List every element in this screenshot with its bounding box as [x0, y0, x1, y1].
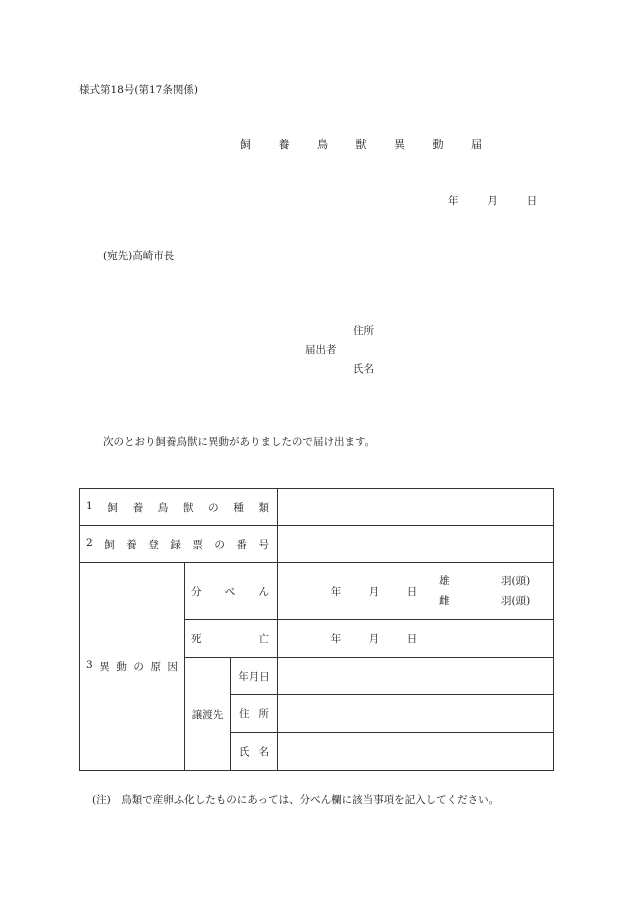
transfer-address-field[interactable] — [278, 695, 554, 733]
row-cause-label: 3 異 動 の 原 因 — [80, 563, 185, 771]
row-number: 3 — [86, 659, 93, 671]
row-number: 1 — [86, 499, 93, 512]
footnote: (注) 鳥類で産卵ふ化したものにあっては、分べん欄に該当事項を記入してください。 — [92, 794, 500, 806]
transfer-date-label: 年月日 — [231, 658, 278, 695]
death-field[interactable]: 年 月 日 — [278, 620, 554, 658]
date-day-label: 日 — [526, 195, 538, 207]
transfer-label: 譲渡先 — [185, 658, 231, 771]
addressee: (宛先)高崎市長 — [103, 250, 175, 262]
date-year-label: 年 — [448, 195, 459, 207]
registration-number-field[interactable] — [278, 526, 554, 563]
count-unit: 羽(頭) — [501, 575, 531, 587]
male-label: 雄 — [439, 575, 450, 587]
count-unit: 羽(頭) — [501, 595, 531, 607]
species-field[interactable] — [278, 489, 554, 526]
row-species-label: 1 飼 養 鳥 獣 の 種 類 — [80, 489, 278, 526]
transfer-name-label: 氏 名 — [231, 733, 278, 771]
date-month-label: 月 — [487, 195, 498, 207]
date-line — [448, 193, 537, 208]
row-registration-number-label: 2 飼 養 登 録 票 の 番 号 — [80, 526, 278, 563]
female-label: 雌 — [439, 595, 450, 607]
death-label: 死 亡 — [185, 620, 278, 658]
applicant-address-label: 住所 — [353, 325, 374, 337]
statement: 次のとおり飼養鳥獣に異動がありましたので届け出ます。 — [103, 436, 376, 448]
transfer-name-field[interactable] — [278, 733, 554, 771]
transfer-date-field[interactable] — [278, 658, 554, 695]
applicant-label: 届出者 — [305, 344, 337, 356]
birth-field[interactable]: 年 月 日 雄 羽(頭) 雌 羽(頭) — [278, 563, 554, 620]
row-number: 2 — [86, 536, 93, 549]
applicant-name-label: 氏名 — [353, 363, 374, 375]
document-title: 飼 養 鳥 獣 異 動 届 — [240, 138, 494, 151]
change-report-table — [79, 488, 554, 771]
transfer-address-label: 住 所 — [231, 695, 278, 733]
birth-label: 分 べ ん — [185, 563, 278, 620]
form-number: 様式第18号(第17条関係) — [79, 84, 198, 96]
